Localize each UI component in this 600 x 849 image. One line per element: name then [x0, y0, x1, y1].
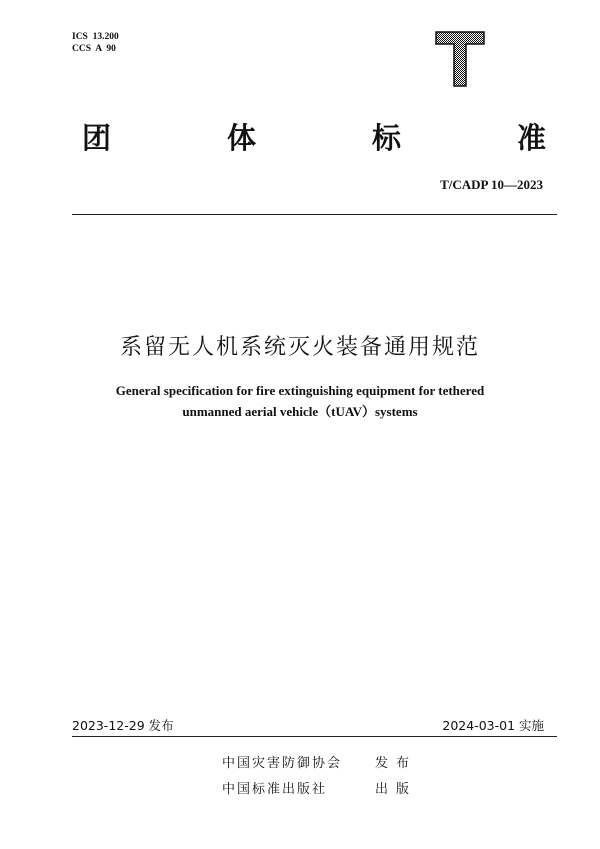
heading-char-3: 标: [372, 121, 402, 155]
standard-number: T/CADP 10—2023: [440, 177, 543, 192]
heading-char-1: 团: [82, 121, 112, 155]
publisher-action-2: 出版: [375, 782, 418, 797]
title-english: [0, 380, 600, 422]
ics-code: ICS 13.200: [72, 32, 119, 42]
title-english-line-1: General specification for fire extinguishing equipment for tethered: [115, 383, 485, 398]
title-chinese: 系留无人机系统灭火装备通用规范: [119, 335, 480, 360]
publisher-org-1: 中国灾害防御协会: [222, 756, 343, 771]
publisher-action-1: 发布: [375, 756, 418, 771]
title-english-line-2: unmanned aerial vehicle（tUAV）systems: [182, 404, 418, 419]
classification-codes: [72, 31, 119, 55]
issue-date: 2023-12-29 发布: [72, 718, 174, 733]
implement-date: 2024-03-01 实施: [442, 718, 544, 733]
heading-char-4: 准: [517, 121, 547, 155]
top-divider: [72, 214, 557, 215]
bottom-divider: [72, 736, 557, 737]
ccs-code: CCS A 90: [72, 44, 116, 54]
publisher-org-2: 中国标准出版社: [222, 782, 328, 797]
heading-char-2: 体: [227, 121, 257, 155]
standard-logo: [432, 28, 488, 90]
